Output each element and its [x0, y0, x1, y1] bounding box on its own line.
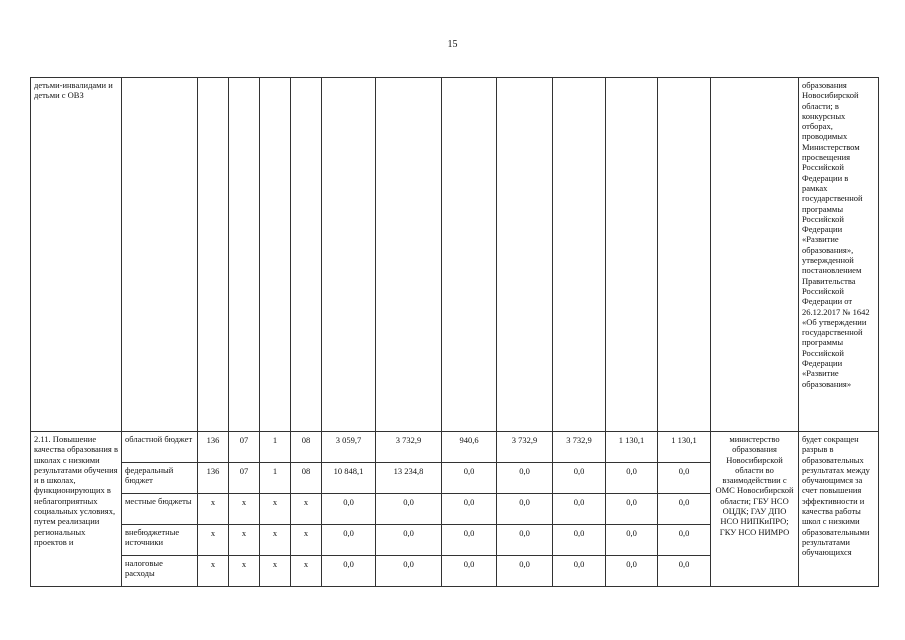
table-row — [31, 432, 879, 463]
value-cell: 3 732,9 — [553, 432, 606, 463]
code-cell: x — [260, 556, 291, 587]
code-cell: 1 — [260, 463, 291, 494]
code-cell: x — [229, 525, 260, 556]
code-cell: x — [198, 494, 229, 525]
value-cell: 3 732,9 — [497, 432, 553, 463]
code-cell: x — [229, 556, 260, 587]
code-cell: 08 — [291, 432, 322, 463]
page-number: 15 — [447, 39, 458, 50]
value-cell: 0,0 — [376, 525, 442, 556]
code-cell: x — [229, 494, 260, 525]
value-cell: 0,0 — [376, 494, 442, 525]
value-cell: 0,0 — [553, 556, 606, 587]
value-cell: 0,0 — [606, 463, 658, 494]
value-cell: 0,0 — [497, 463, 553, 494]
result-note-cell: образования Новосибирской области; в конкурсных отборах, проводимых Министерством просвещения Российской Федерации в рамках государственной программы Российской Федерации «Развитие образования», утвержденной постановлением Правительства Российской Федерации от 26.12.2017 № 1642 «Об утверждении государственной программы Российской Федерации «Развитие образования» — [799, 78, 879, 432]
value-cell: 10 848,1 — [322, 463, 376, 494]
code-cell: x — [291, 525, 322, 556]
value-cell: 0,0 — [442, 494, 497, 525]
source-cell: налоговые расходы — [122, 556, 198, 587]
source-cell: областной бюджет — [122, 432, 198, 463]
measure-name-cell: детьми-инвалидами и детьми с ОВЗ — [31, 78, 122, 432]
value-cell: 0,0 — [322, 525, 376, 556]
value-cell: 1 130,1 — [658, 432, 711, 463]
code-cell: 1 — [260, 432, 291, 463]
value-cell: 0,0 — [322, 556, 376, 587]
code-cell: x — [291, 494, 322, 525]
value-cell: 3 059,7 — [322, 432, 376, 463]
code-cell: x — [198, 556, 229, 587]
value-cell: 0,0 — [658, 556, 711, 587]
value-cell: 0,0 — [442, 463, 497, 494]
value-cell: 0,0 — [442, 525, 497, 556]
value-cell: 0,0 — [553, 525, 606, 556]
code-cell: 08 — [291, 463, 322, 494]
value-cell: 1 130,1 — [606, 432, 658, 463]
value-cell: 0,0 — [497, 525, 553, 556]
value-cell: 0,0 — [658, 525, 711, 556]
value-cell: 0,0 — [606, 556, 658, 587]
code-cell: x — [198, 525, 229, 556]
code-cell: 07 — [229, 463, 260, 494]
code-cell: 07 — [229, 432, 260, 463]
value-cell: 0,0 — [553, 463, 606, 494]
value-cell: 0,0 — [606, 494, 658, 525]
value-cell: 0,0 — [376, 556, 442, 587]
measure-name-cell: 2.11. Повышение качества образования в школах с низкими результатами обучения и в школах, функционирующих в неблагоприятных социальных условиях, путем реализации региональных проектов и — [31, 432, 122, 587]
responsible-cell: министерство образования Новосибирской области во взаимодействии с ОМС Новосибирской области; ГБУ НСО ОЦДК; ГАУ ДПО НСО НИПКиПРО; ГКУ НСО НИМРО — [711, 432, 799, 587]
result-cell: будет сокращен разрыв в образовательных результатах между обучающимся за счет повышения эффективности и качества работы школ с низкими образовательными результатами обучающихся — [799, 432, 879, 587]
value-cell: 0,0 — [497, 494, 553, 525]
code-cell: x — [260, 494, 291, 525]
value-cell: 0,0 — [658, 494, 711, 525]
source-cell: местные бюджеты — [122, 494, 198, 525]
value-cell: 13 234,8 — [376, 463, 442, 494]
program-table — [30, 77, 879, 587]
value-cell: 3 732,9 — [376, 432, 442, 463]
value-cell: 0,0 — [322, 494, 376, 525]
table-row — [31, 78, 879, 432]
value-cell: 0,0 — [553, 494, 606, 525]
code-cell: 136 — [198, 463, 229, 494]
code-cell: x — [291, 556, 322, 587]
source-cell: федеральный бюджет — [122, 463, 198, 494]
source-cell: внебюджетные источники — [122, 525, 198, 556]
code-cell: 136 — [198, 432, 229, 463]
value-cell: 0,0 — [658, 463, 711, 494]
value-cell: 0,0 — [442, 556, 497, 587]
value-cell: 0,0 — [497, 556, 553, 587]
value-cell: 940,6 — [442, 432, 497, 463]
value-cell: 0,0 — [606, 525, 658, 556]
code-cell: x — [260, 525, 291, 556]
